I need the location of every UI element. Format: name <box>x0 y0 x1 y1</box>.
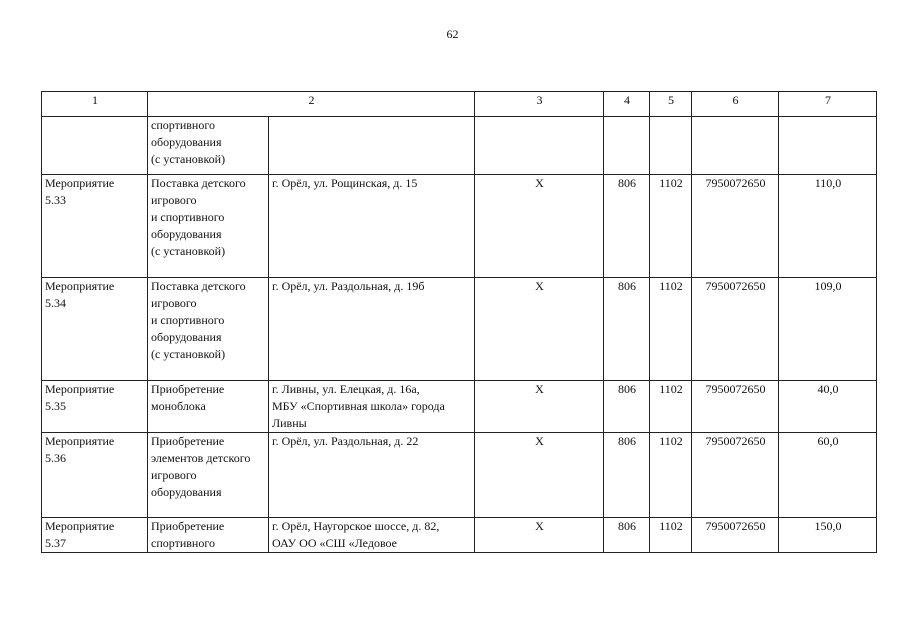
name-cell <box>148 278 269 381</box>
name-cell <box>148 433 269 518</box>
grbs-cell <box>604 117 650 175</box>
measure-cell <box>42 381 148 433</box>
name-line: (с установкой) <box>151 152 226 166</box>
column-header-5: 5 <box>650 92 692 117</box>
target-cell <box>692 117 779 175</box>
name-line: спортивного <box>151 118 215 132</box>
table-row <box>42 518 877 553</box>
measure-number: 5.35 <box>45 399 66 413</box>
measure-label: Мероприятие <box>45 279 115 293</box>
name-line: элементов детского <box>151 451 251 465</box>
column-header-1: 1 <box>42 92 148 117</box>
section-cell: 1102 <box>650 433 692 518</box>
page-number: 62 <box>446 27 459 41</box>
table-row <box>42 278 877 381</box>
name-line: оборудования <box>151 330 222 344</box>
amount-cell: 110,0 <box>779 175 877 278</box>
amount-cell: 60,0 <box>779 433 877 518</box>
table-row-continued <box>42 117 877 175</box>
name-line: (с установкой) <box>151 244 226 258</box>
address-cell <box>269 278 475 381</box>
section-cell: 1102 <box>650 175 692 278</box>
name-cell <box>148 175 269 278</box>
column-header-4: 4 <box>604 92 650 117</box>
table-row <box>42 381 877 433</box>
name-line: оборудования <box>151 227 222 241</box>
address-cell <box>269 381 475 433</box>
executor-cell: Х <box>475 278 604 381</box>
measure-cell <box>42 518 148 553</box>
name-cell <box>148 518 269 553</box>
budget-table <box>41 91 877 553</box>
executor-cell <box>475 117 604 175</box>
name-line: Поставка детского <box>151 176 246 190</box>
address-line: Ливны <box>272 416 307 430</box>
amount-cell: 150,0 <box>779 518 877 553</box>
measure-label: Мероприятие <box>45 434 115 448</box>
measure-number: 5.37 <box>45 536 66 550</box>
address-cell <box>269 518 475 553</box>
name-line: игрового <box>151 193 197 207</box>
address-cell <box>269 117 475 175</box>
address-line: г. Орёл, Наугорское шоссе, д. 82, <box>272 519 440 533</box>
name-cell <box>148 117 269 175</box>
measure-cell <box>42 433 148 518</box>
name-line: игрового <box>151 296 197 310</box>
section-cell: 1102 <box>650 518 692 553</box>
name-line: игрового <box>151 468 197 482</box>
column-header-6: 6 <box>692 92 779 117</box>
name-line: Приобретение <box>151 434 225 448</box>
address-cell <box>269 175 475 278</box>
name-line: и спортивного <box>151 210 225 224</box>
target-cell: 7950072650 <box>692 433 779 518</box>
column-header-7: 7 <box>779 92 877 117</box>
name-line: моноблока <box>151 399 206 413</box>
grbs-cell: 806 <box>604 518 650 553</box>
grbs-cell: 806 <box>604 381 650 433</box>
address-line: г. Ливны, ул. Елецкая, д. 16а, <box>272 382 420 396</box>
table-row <box>42 175 877 278</box>
address-line: г. Орёл, ул. Раздольная, д. 22 <box>272 434 419 448</box>
executor-cell: Х <box>475 175 604 278</box>
measure-label: Мероприятие <box>45 519 115 533</box>
name-line: оборудования <box>151 485 222 499</box>
measure-number: 5.33 <box>45 193 66 207</box>
name-line: спортивного <box>151 536 215 550</box>
executor-cell: Х <box>475 518 604 553</box>
address-line: г. Орёл, ул. Рощинская, д. 15 <box>272 176 418 190</box>
name-cell <box>148 381 269 433</box>
amount-cell: 109,0 <box>779 278 877 381</box>
name-line: Приобретение <box>151 382 225 396</box>
table-row <box>42 433 877 518</box>
address-line: г. Орёл, ул. Раздольная, д. 19б <box>272 279 425 293</box>
section-cell: 1102 <box>650 278 692 381</box>
amount-cell: 40,0 <box>779 381 877 433</box>
measure-cell <box>42 278 148 381</box>
target-cell: 7950072650 <box>692 278 779 381</box>
address-cell <box>269 433 475 518</box>
measure-cell <box>42 175 148 278</box>
target-cell: 7950072650 <box>692 518 779 553</box>
measure-number: 5.36 <box>45 451 66 465</box>
executor-cell: Х <box>475 433 604 518</box>
measure-label: Мероприятие <box>45 176 115 190</box>
executor-cell: Х <box>475 381 604 433</box>
section-cell: 1102 <box>650 381 692 433</box>
section-cell <box>650 117 692 175</box>
name-line: (с установкой) <box>151 347 226 361</box>
address-line: ОАУ ОО «СШ «Ледовое <box>272 536 398 550</box>
measure-number: 5.34 <box>45 296 66 310</box>
grbs-cell: 806 <box>604 433 650 518</box>
target-cell: 7950072650 <box>692 381 779 433</box>
measure-label: Мероприятие <box>45 382 115 396</box>
amount-cell <box>779 117 877 175</box>
column-header-3: 3 <box>475 92 604 117</box>
name-line: Поставка детского <box>151 279 246 293</box>
name-line: оборудования <box>151 135 222 149</box>
measure-cell <box>42 117 148 175</box>
column-header-2: 2 <box>148 92 475 117</box>
address-line: МБУ «Спортивная школа» города <box>272 399 445 413</box>
header-row <box>42 92 877 117</box>
name-line: и спортивного <box>151 313 225 327</box>
grbs-cell: 806 <box>604 278 650 381</box>
name-line: Приобретение <box>151 519 225 533</box>
target-cell: 7950072650 <box>692 175 779 278</box>
grbs-cell: 806 <box>604 175 650 278</box>
